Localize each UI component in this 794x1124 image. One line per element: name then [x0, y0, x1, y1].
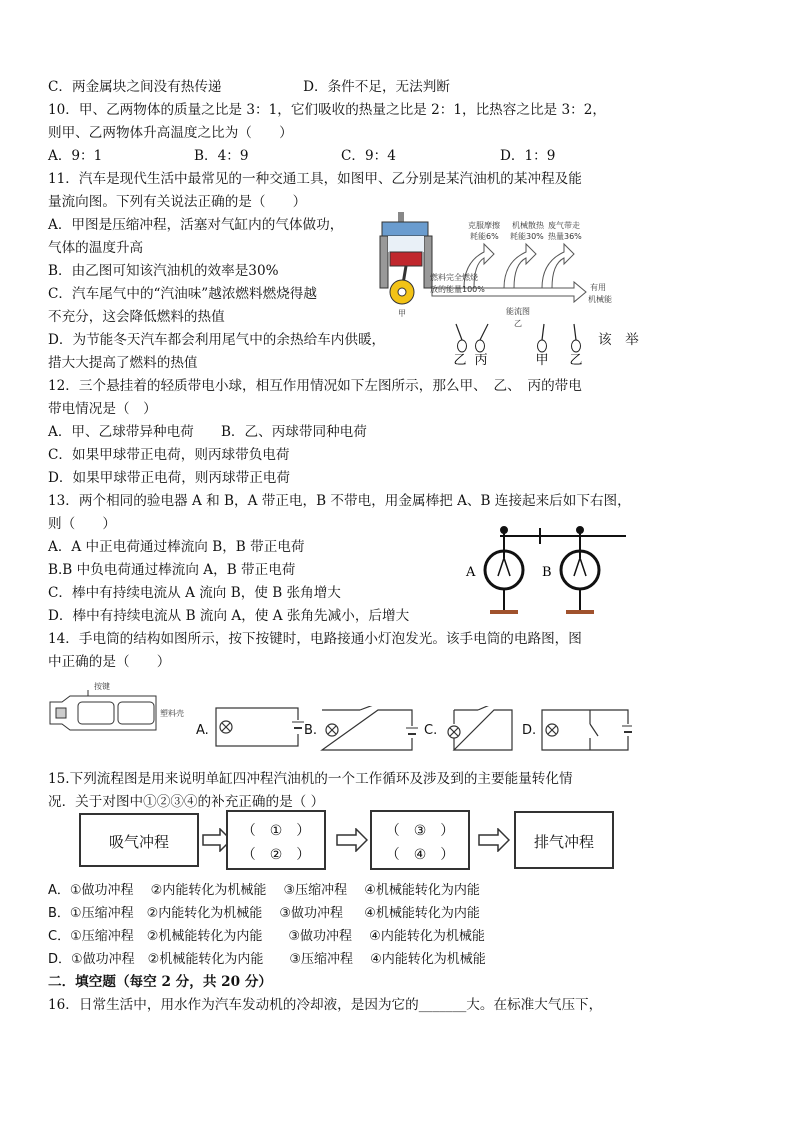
circuit-option-a-label: A.	[196, 723, 209, 738]
flow-box-3	[370, 810, 470, 870]
q13-option-d: D．棒中有持续电流从 B 流向 A，使 A 张角先减小，后增大	[48, 608, 410, 624]
flashlight-shell-label: 塑料壳	[160, 709, 184, 718]
circuit-option-b	[320, 706, 420, 754]
flow-blank-2: （ ② ）	[241, 847, 311, 863]
fig11-useful2: 机械能	[588, 295, 612, 304]
q12-option-c: C．如果甲球带正电荷，则丙球带负电荷	[48, 447, 290, 463]
charged-balls-figure	[448, 322, 598, 368]
flow-box-exhaust-label: 排气冲程	[533, 833, 594, 851]
q15-option-a: A．①做功冲程 ②内能转化为机械能 ③压缩冲程 ④机械能转化为内能	[48, 883, 480, 898]
fig11-e3: 废气带走	[548, 221, 580, 230]
flashlight-figure	[48, 680, 198, 744]
flow-blank-1: （ ① ）	[241, 823, 311, 839]
q10-stem: 10．甲、乙两物体的质量之比是 3：1，它们吸收的热量之比是 2：1，比热容之比是 3：2，	[48, 102, 606, 118]
q15-stem: 15.下列流程图是用来说明单缸四冲程汽油机的一个工作循环及涉及到的主要能量转化情	[48, 771, 573, 787]
fig11-useful1: 有用	[590, 283, 606, 292]
q15-option-d: D．①做功冲程 ②机械能转化为内能 ③压缩冲程 ④内能转化为机械能	[48, 952, 486, 967]
q14-stem-2: 中正确的是（ ）	[48, 654, 171, 670]
electroscope-label-a: A	[466, 565, 476, 580]
circuit-option-c-label: C.	[424, 723, 438, 738]
q11-option-a-2: 气体的温度升高	[48, 240, 144, 256]
energy-flow-figure	[424, 212, 620, 332]
q13-option-b: B.B 中负电荷通过棒流向 A，B 带正电荷	[48, 562, 296, 578]
flow-box-intake	[79, 813, 199, 867]
q10-option-c: C．9：4	[341, 148, 396, 164]
q11-option-d: D．为节能冬天汽车都会利用尾气中的余热给车内供暖，	[48, 332, 386, 348]
q13-option-c: C．棒中有持续电流从 A 流向 B，使 B 张角增大	[48, 585, 341, 601]
fig11-e2: 机械散热	[512, 221, 544, 230]
flow-box-intake-label: 吸气冲程	[108, 833, 169, 851]
ball-label-3: 甲	[535, 353, 549, 368]
q13-option-a: A．A 中正电荷通过棒流向 B，B 带正电荷	[48, 539, 305, 555]
electroscope-label-b: B	[542, 565, 552, 580]
q10-option-b: B．4：9	[194, 148, 249, 164]
fig11-e1b: 耗能6%	[470, 232, 499, 241]
q10-option-d: D．1：9	[500, 148, 556, 164]
flashlight-key-label: 按键	[94, 682, 110, 691]
electroscopes-figure	[460, 524, 630, 624]
q14-stem: 14．手电筒的结构如图所示，按下按键时，电路接通小灯泡发光。该手电筒的电路图，图	[48, 631, 582, 647]
circuit-option-d	[540, 706, 632, 754]
flow-arrow-3	[478, 828, 510, 852]
q12-stem: 12．三个悬挂着的轻质带电小球，相互作用情况如下左图所示，那么甲、 乙、 丙的带电	[48, 378, 582, 394]
q13-stem-2: 则（ ）	[48, 516, 116, 532]
q11-option-a: A．甲图是压缩冲程，活塞对气缸内的气体做功，	[48, 217, 344, 233]
fig11-caption1: 能流图	[506, 307, 530, 316]
q11-option-d-tail: 该 举	[598, 332, 639, 348]
section-2-heading: 二．填空题（每空 2 分，共 20 分）	[48, 974, 273, 990]
fig11-fuel1: 燃料完全燃烧	[430, 273, 478, 282]
q10-option-a: A．9：1	[48, 148, 103, 164]
fig11-label-jia: 甲	[398, 309, 406, 318]
q15-option-c: C．①压缩冲程 ②机械能转化为内能 ③做功冲程 ④内能转化为机械能	[48, 929, 485, 944]
flow-blank-3: （ ③ ）	[385, 823, 455, 839]
flow-blank-4: （ ④ ）	[385, 847, 455, 863]
q12-option-ab: A．甲、乙球带异种电荷 B．乙、丙球带同种电荷	[48, 424, 367, 440]
fig11-fuel2: 放的能量100%	[430, 285, 485, 294]
flow-box-2	[226, 810, 326, 870]
q11-option-d-2: 措大大提高了燃料的热值	[48, 355, 198, 371]
q13-stem: 13．两个相同的验电器 A 和 B，A 带正电，B 不带电，用金属棒把 A、B 连接起来后如下右图，	[48, 493, 631, 509]
q11-stem-2: 量流向图。下列有关说法正确的是（ ）	[48, 194, 307, 210]
q15-stem-2: 况．关于对图中①②③④的补充正确的是（ ）	[48, 794, 325, 810]
q11-stem: 11．汽车是现代生活中最常见的一种交通工具，如图甲、乙分别是某汽油机的某冲程及能	[48, 171, 582, 187]
q16-stem: 16．日常生活中，用水作为汽车发动机的冷却液，是因为它的_______大。在标准大气压下，	[48, 997, 603, 1013]
q12-stem-2: 带电情况是（ ）	[48, 401, 157, 417]
q11-option-c-2: 不充分，这会降低燃料的热值	[48, 309, 225, 325]
q11-option-c: C．汽车尾气中的“汽油味”越浓燃料燃烧得越	[48, 286, 317, 302]
fig11-e1: 克服摩擦	[468, 221, 500, 230]
circuit-option-d-label: D.	[522, 723, 537, 738]
circuit-option-a	[214, 706, 304, 750]
fig11-e2b: 耗能30%	[510, 232, 544, 241]
circuit-option-b-label: B.	[304, 723, 318, 738]
q10-stem-2: 则甲、乙两物体升高温度之比为（ ）	[48, 125, 293, 141]
q12-option-d: D．如果甲球带正电荷，则丙球带正电荷	[48, 470, 290, 486]
q15-option-b: B．①压缩冲程 ②内能转化为机械能 ③做功冲程 ④机械能转化为内能	[48, 906, 480, 921]
fig11-e3b: 热量36%	[548, 232, 582, 241]
ball-label-4: 乙	[569, 353, 583, 368]
ball-label-1: 乙	[453, 353, 467, 368]
fig11-caption2: 乙	[514, 319, 522, 328]
flow-arrow-2	[336, 828, 368, 852]
flow-box-exhaust	[514, 811, 614, 869]
ball-label-2: 丙	[474, 353, 488, 368]
circuit-option-c	[444, 706, 516, 754]
q9-option-cd: C．两金属块之间没有热传递 D．条件不足，无法判断	[48, 79, 450, 95]
q11-option-b: B．由乙图可知该汽油机的效率是30%	[48, 263, 279, 279]
